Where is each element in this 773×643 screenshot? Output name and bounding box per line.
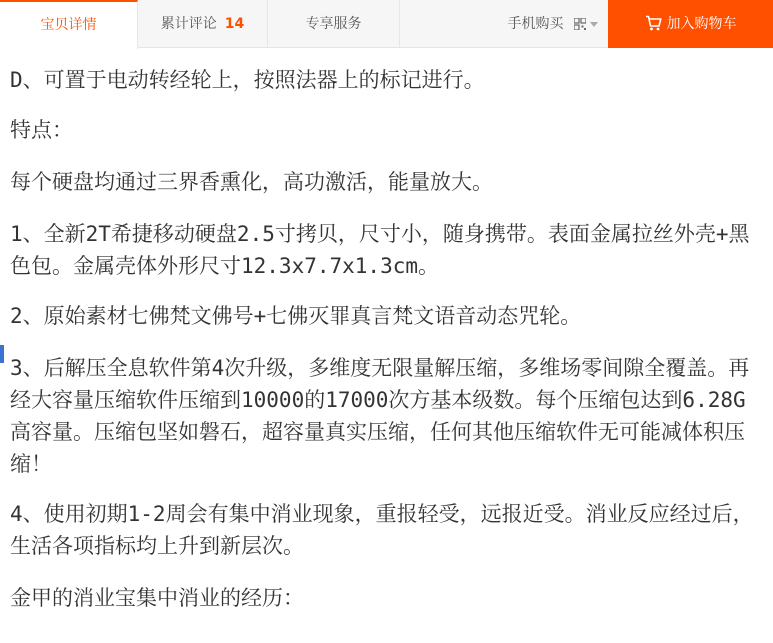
detail-tab-bar (0, 0, 773, 48)
reviews-count-badge: 14 (224, 16, 245, 32)
tab-detail-label: 宝贝详情 (40, 17, 97, 33)
tab-reviews-label: 累计评论 (160, 16, 217, 32)
description-paragraph: 4、使用初期1-2周会有集中消业现象，重报轻受，远报近受。消业反应经过后，生活各项指标均上升到新层次。 (10, 502, 754, 558)
tab-item-detail[interactable] (0, 0, 138, 49)
qr-code-icon (574, 18, 586, 30)
description-paragraph: 1、全新2T希捷移动硬盘2.5寸拷贝，尺寸小，随身携带。表面金属拉丝外壳+黑色包。金属壳体外形尺寸12.3x7.7x1.3cm。 (10, 222, 750, 278)
description-paragraph: 特点： (10, 118, 73, 142)
mobile-buy-dropdown[interactable] (400, 0, 608, 48)
description-paragraph: 2、原始素材七佛梵文佛号+七佛灭罪真言梵文语音动态咒轮。 (10, 304, 582, 328)
add-to-cart-label: 加入购物车 (666, 16, 737, 32)
tab-reviews[interactable] (138, 0, 268, 48)
description-paragraph: 每个硬盘均通过三界香熏化，高功激活，能量放大。 (10, 170, 493, 194)
side-marker (0, 345, 4, 363)
chevron-down-icon (590, 22, 598, 27)
tab-service-label: 专享服务 (305, 16, 362, 32)
description-paragraph: D、可置于电动转经轮上，按照法器上的标记进行。 (10, 68, 485, 92)
add-to-cart-button[interactable] (608, 0, 773, 48)
description-paragraph: 3、后解压全息软件第4次升级，多维度无限量解压缩，多维场零间隙全覆盖。再经大容量压缩软件压缩到10000的17000次方基本级数。每个压缩包达到6.28G高容量。压缩包坚如磐石，超容量真实压缩，任何其他压缩软件无可能减体积压缩！ (10, 356, 750, 476)
product-description (0, 48, 773, 643)
mobile-buy-label: 手机购买 (507, 16, 564, 32)
cart-icon (645, 15, 662, 31)
description-paragraph: 金甲的消业宝集中消业的经历： (10, 586, 304, 610)
tab-service[interactable] (268, 0, 400, 48)
